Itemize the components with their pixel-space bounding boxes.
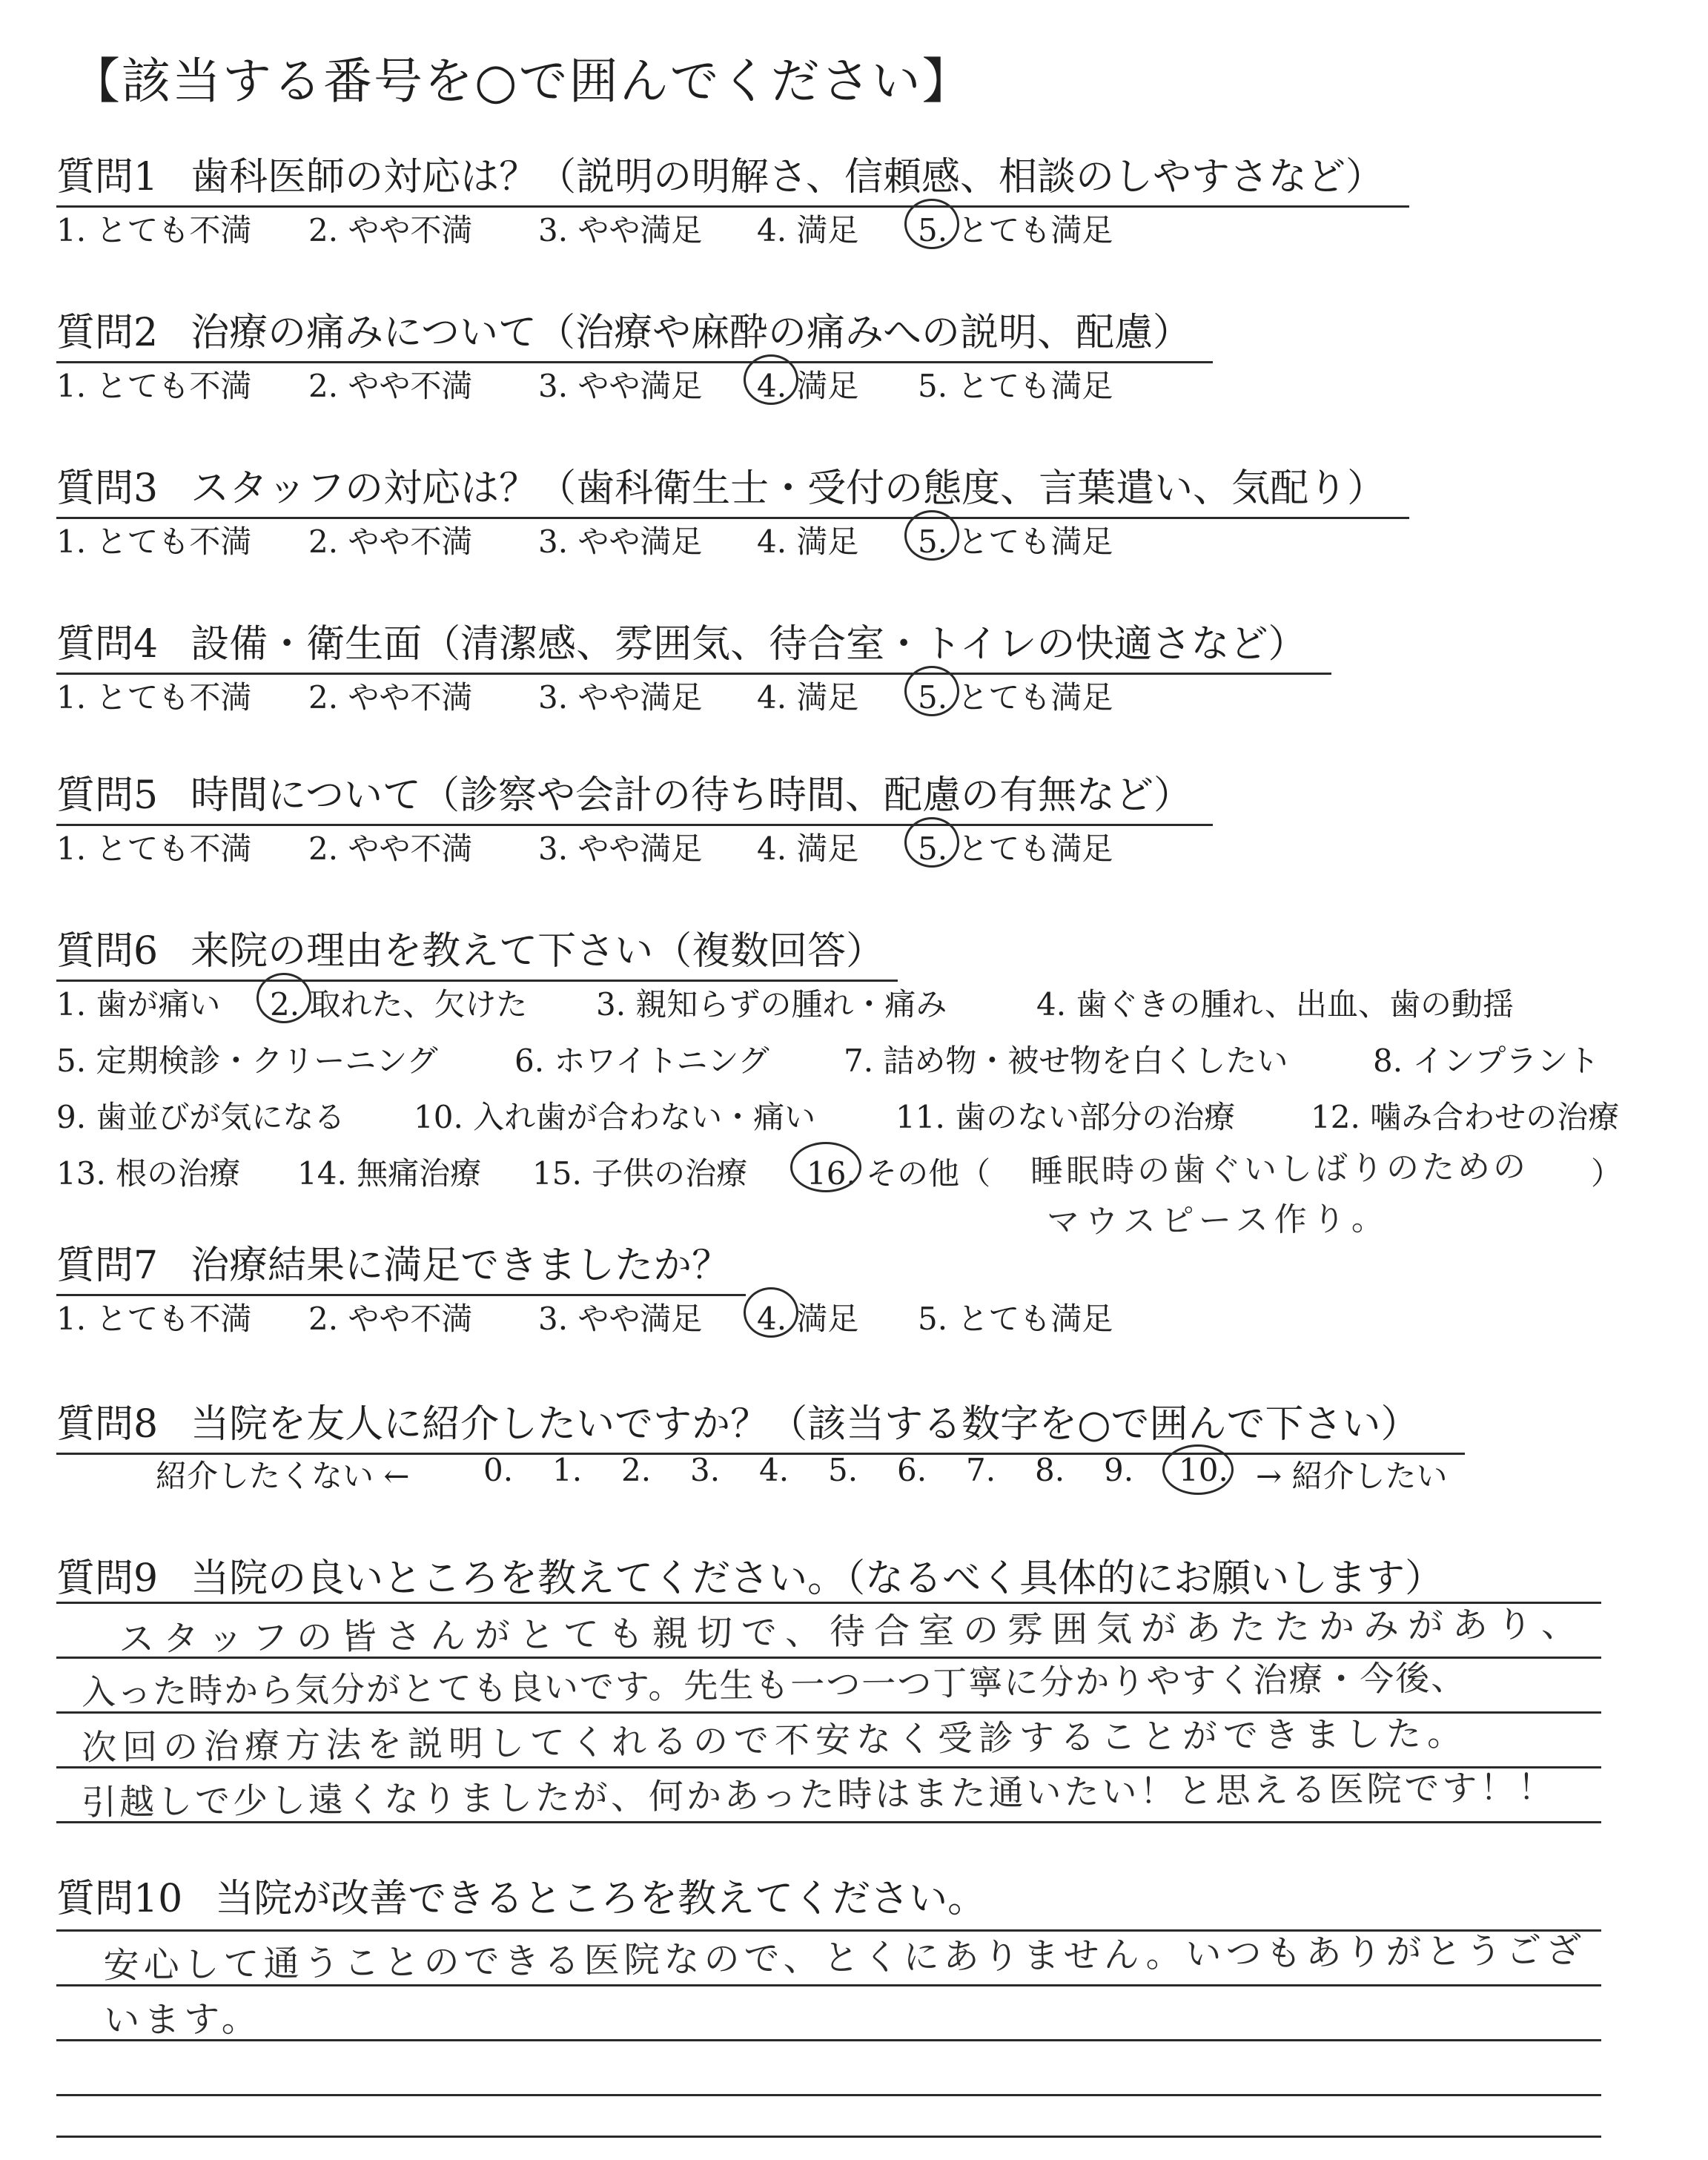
option-1[interactable]: 1. とても不満 [56, 1301, 252, 1337]
reason-3[interactable]: 3. 親知らずの腫れ・痛み [596, 986, 947, 1023]
question-text: 来院の理由を教えて下さい（複数回答） [191, 929, 885, 974]
reason-5[interactable]: 5. 定期検診・クリーニング [56, 1043, 438, 1079]
question-text: 当院を友人に紹介したいですか？（該当する数字を○で囲んで下さい） [191, 1402, 1420, 1447]
reason-15[interactable]: 15. 子供の治療 [532, 1155, 748, 1192]
option-2[interactable]: 2. やや不満 [308, 679, 473, 716]
option-4[interactable]: 4. 満足 [757, 524, 859, 560]
question-text: 治療の痛みについて（治療や麻酔の痛みへの説明、配慮） [191, 311, 1192, 355]
option-2[interactable]: 2. やや不満 [308, 524, 473, 560]
question-number: 質問6 [56, 929, 159, 974]
reason-7[interactable]: 7. 詰め物・被せ物を白くしたい [844, 1043, 1288, 1079]
option-3[interactable]: 3. やや満足 [538, 679, 703, 716]
reason-12[interactable]: 12. 噛み合わせの治療 [1311, 1099, 1620, 1135]
reason-8[interactable]: 8. インプラント [1373, 1043, 1600, 1079]
question-number: 質問3 [56, 466, 159, 511]
question-number: 質問7 [56, 1244, 159, 1288]
option-3[interactable]: 3. やや満足 [538, 1301, 703, 1337]
selection-circle [904, 817, 959, 868]
q9-answer-line-2: 入った時から気分がとても良いです。先生も一つ一つ丁寧に分かりやすく治療・今後、 [81, 1657, 1467, 1712]
option-4-selected[interactable]: 4. 満足 [757, 362, 858, 406]
other-answer-line-2: マウスピース作り。 [1046, 1200, 1391, 1241]
question-2-heading [56, 301, 1213, 363]
question-8-heading [56, 1393, 1465, 1455]
scale-left-label: 紹介したくない ← [156, 1458, 410, 1494]
scale-7[interactable]: 7. [966, 1452, 996, 1488]
question-text: 当院が改善できるところを教えてください。 [215, 1877, 987, 1921]
other-answer-line-1: 睡眠時の歯ぐいしばりのための [1030, 1147, 1529, 1191]
option-1[interactable]: 1. とても不満 [56, 830, 252, 867]
option-4[interactable]: 4. 満足 [757, 212, 859, 248]
option-5-selected[interactable]: 5. とても満足 [918, 206, 1113, 251]
q9-answer-line-1: スタッフの皆さんがとても親切で、待合室の雰囲気があたたかみがあり、 [118, 1603, 1586, 1660]
option-1[interactable]: 1. とても不満 [56, 212, 252, 248]
reason-6[interactable]: 6. ホワイトニング [514, 1043, 769, 1079]
reason-10[interactable]: 10. 入れ歯が合わない・痛い [414, 1099, 816, 1135]
question-10-heading [56, 1867, 1094, 1927]
option-5-selected[interactable]: 5. とても満足 [918, 673, 1113, 718]
reason-14[interactable]: 14. 無痛治療 [297, 1155, 482, 1192]
selection-circle [744, 354, 798, 405]
scale-3[interactable]: 3. [690, 1452, 721, 1488]
scale-right-label: → 紹介したい [1256, 1458, 1448, 1494]
page-title: 【該当する番号を○で囲んでください】 [71, 53, 973, 110]
option-3[interactable]: 3. やや満足 [538, 212, 703, 248]
option-4[interactable]: 4. 満足 [757, 830, 859, 867]
reason-16-selected[interactable]: 16. その他（ [807, 1149, 990, 1194]
option-4-selected[interactable]: 4. 満足 [757, 1295, 858, 1339]
scale-8[interactable]: 8. [1035, 1452, 1065, 1488]
answer-rule [56, 2094, 1601, 2096]
question-number: 質問4 [56, 622, 159, 667]
reason-2-selected[interactable]: 2. 取れた、欠けた [270, 980, 527, 1025]
option-5-selected[interactable]: 5. とても満足 [918, 825, 1113, 869]
option-1[interactable]: 1. とても不満 [56, 524, 252, 560]
question-7-heading [56, 1234, 746, 1296]
selection-circle [256, 973, 311, 1023]
question-text: スタッフの対応は？（歯科衛生士・受付の態度、言葉遣い、気配り） [191, 466, 1386, 511]
q10-answer: 安心して通うことのできる医院なので、とくにありません。いつもありがとうございます。 [103, 1929, 1586, 2041]
question-number: 質問2 [56, 311, 159, 355]
question-number: 質問8 [56, 1402, 159, 1447]
reason-9[interactable]: 9. 歯並びが気になる [56, 1099, 345, 1135]
question-text: 治療結果に満足できましたか？ [191, 1244, 731, 1288]
selection-circle [904, 199, 959, 249]
question-text: 当院の良いところを教えてください。（なるべく具体的にお願いします） [191, 1556, 1444, 1601]
option-3[interactable]: 3. やや満足 [538, 830, 703, 867]
question-1-heading [56, 145, 1409, 208]
answer-rule [56, 2136, 1601, 2138]
option-2[interactable]: 2. やや不満 [308, 212, 473, 248]
other-paren-close: ） [1591, 1155, 1623, 1192]
scale-5[interactable]: 5. [828, 1452, 858, 1488]
question-text: 時間について（診察や会計の待ち時間、配慮の有無など） [191, 773, 1193, 818]
reason-11[interactable]: 11. 歯のない部分の治療 [896, 1099, 1236, 1135]
q9-answer-line-4: 引越しで少し遠くなりましたが、何かあった時はまた通いたい！と思える医院です！！ [81, 1767, 1556, 1823]
question-text: 設備・衛生面（清潔感、雰囲気、待合室・トイレの快適さなど） [191, 622, 1307, 667]
selection-circle [744, 1287, 798, 1338]
option-5[interactable]: 5. とても満足 [918, 1301, 1113, 1337]
scale-9[interactable]: 9. [1104, 1452, 1134, 1488]
question-4-heading [56, 612, 1331, 675]
option-2[interactable]: 2. やや不満 [308, 830, 473, 867]
selection-circle [1162, 1444, 1234, 1495]
selection-circle [790, 1142, 861, 1192]
selection-circle [904, 510, 959, 561]
reason-4[interactable]: 4. 歯ぐきの腫れ、出血、歯の動揺 [1036, 986, 1514, 1023]
option-1[interactable]: 1. とても不満 [56, 679, 252, 716]
reason-1[interactable]: 1. 歯が痛い [56, 986, 221, 1023]
option-3[interactable]: 3. やや満足 [538, 368, 703, 404]
question-6-heading [56, 919, 898, 982]
scale-10-selected[interactable]: 10. [1179, 1452, 1228, 1488]
option-3[interactable]: 3. やや満足 [538, 524, 703, 560]
question-number: 質問5 [56, 773, 159, 818]
question-3-heading [56, 457, 1409, 519]
scale-0[interactable]: 0. [483, 1452, 514, 1488]
option-1[interactable]: 1. とても不満 [56, 368, 252, 404]
question-number: 質問1 [56, 155, 159, 199]
option-5[interactable]: 5. とても満足 [918, 368, 1113, 404]
question-5-heading [56, 764, 1213, 826]
scale-2[interactable]: 2. [621, 1452, 652, 1488]
reason-13[interactable]: 13. 根の治療 [56, 1155, 241, 1192]
question-number: 質問10 [56, 1877, 183, 1921]
scale-4[interactable]: 4. [759, 1452, 790, 1488]
option-2[interactable]: 2. やや不満 [308, 1301, 473, 1337]
q9-answer-line-3: 次回の治療方法を説明してくれるので不安なく受診することができました。 [81, 1713, 1469, 1768]
option-5-selected[interactable]: 5. とても満足 [918, 518, 1113, 562]
option-2[interactable]: 2. やや不満 [308, 368, 473, 404]
scale-6[interactable]: 6. [897, 1452, 927, 1488]
selection-circle [904, 666, 959, 716]
question-number: 質問9 [56, 1556, 159, 1601]
option-4[interactable]: 4. 満足 [757, 679, 859, 716]
scale-1[interactable]: 1. [552, 1452, 583, 1488]
question-text: 歯科医師の対応は？（説明の明解さ、信頼感、相談のしやすさなど） [191, 155, 1385, 199]
